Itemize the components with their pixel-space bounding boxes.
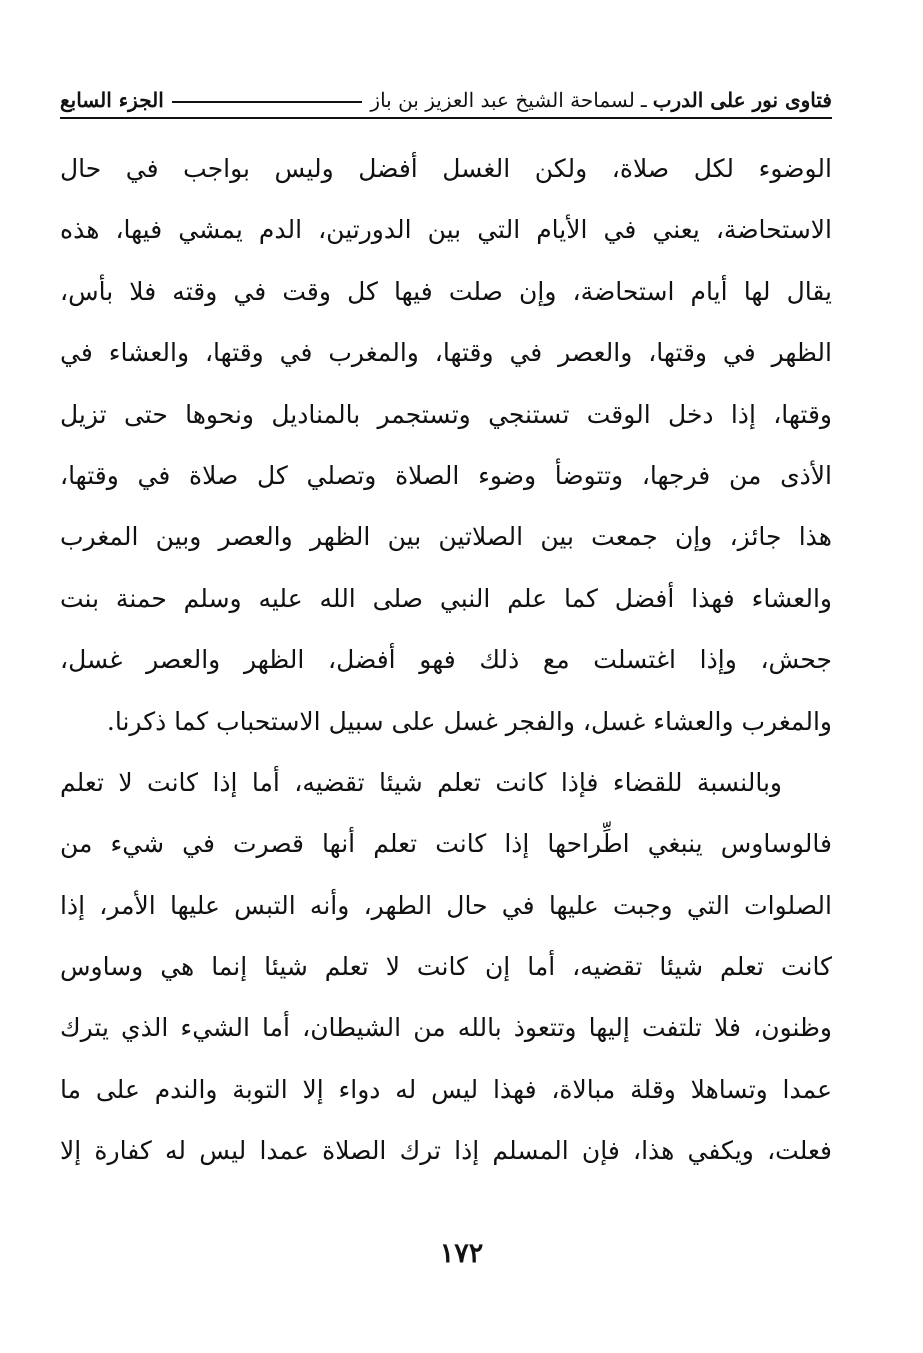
text-line: فالوساوس ينبغي اطِّراحها إذا كانت تعلم أنها قصرت في شيء من [60, 829, 832, 859]
text-line: والمغرب والعشاء غسل، والفجر غسل على سبيل الاستحباب كما ذكرنا. [106, 706, 832, 736]
header-dash-line [172, 101, 363, 103]
text-line: الاستحاضة، يعني في الأيام التي بين الدورتين، الدم يمشي فيها، هذه [60, 215, 832, 245]
text-line: هذا جائز، وإن جمعت بين الصلاتين بين الظهر والعصر وبين المغرب [60, 522, 832, 552]
body-text [60, 138, 832, 1182]
text-line: كانت تعلم شيئا تقضيه، أما إن كانت لا تعلم شيئا إنما هي وساوس [60, 952, 832, 982]
running-header [60, 74, 832, 112]
text-line: الأذى من فرجها، وتتوضأ وضوء الصلاة وتصلي كل صلاة في وقتها، [60, 460, 832, 490]
text-line: الظهر في وقتها، والعصر في وقتها، والمغرب في وقتها، والعشاء في [60, 338, 832, 368]
text-line: وبالنسبة للقضاء فإذا كانت تعلم شيئا تقضيه، أما إذا كانت لا تعلم [60, 767, 782, 797]
author-name: لسماحة الشيخ عبد العزيز بن باز [370, 88, 635, 112]
text-line: الصلوات التي وجبت عليها في حال الطهر، وأنه التبس عليها الأمر، إذا [60, 890, 832, 920]
text-line: فعلت، ويكفي هذا، فإن المسلم إذا ترك الصلاة عمدا ليس له كفارة إلا [60, 1136, 832, 1166]
text-line: والعشاء فهذا أفضل كما علم النبي صلى الله عليه وسلم حمنة بنت [60, 583, 832, 613]
book-title: فتاوى نور على الدرب [652, 88, 832, 112]
text-line: عمدا وتساهلا وقلة مبالاة، فهذا ليس له دواء إلا التوبة والندم على ما [60, 1074, 832, 1104]
text-line: جحش، وإذا اغتسلت مع ذلك فهو أفضل، الظهر والعصر غسل، [60, 645, 832, 675]
page-number: ١٧٢ [439, 1238, 484, 1269]
header-separator: ـ [640, 88, 647, 112]
volume-label: الجزء السابع [60, 88, 164, 112]
text-line: الوضوء لكل صلاة، ولكن الغسل أفضل وليس بواجب في حال [60, 154, 832, 183]
text-line: يقال لها أيام استحاضة، وإن صلت فيها كل وقت في وقته فلا بأس، [60, 276, 832, 306]
text-line: وظنون، فلا تلتفت إليها وتتعوذ بالله من الشيطان، أما الشيء الذي يترك [60, 1013, 832, 1043]
header-rule [60, 117, 832, 119]
text-line: وقتها، إذا دخل الوقت تستنجي وتستجمر بالمناديل ونحوها حتى تزيل [60, 399, 832, 429]
